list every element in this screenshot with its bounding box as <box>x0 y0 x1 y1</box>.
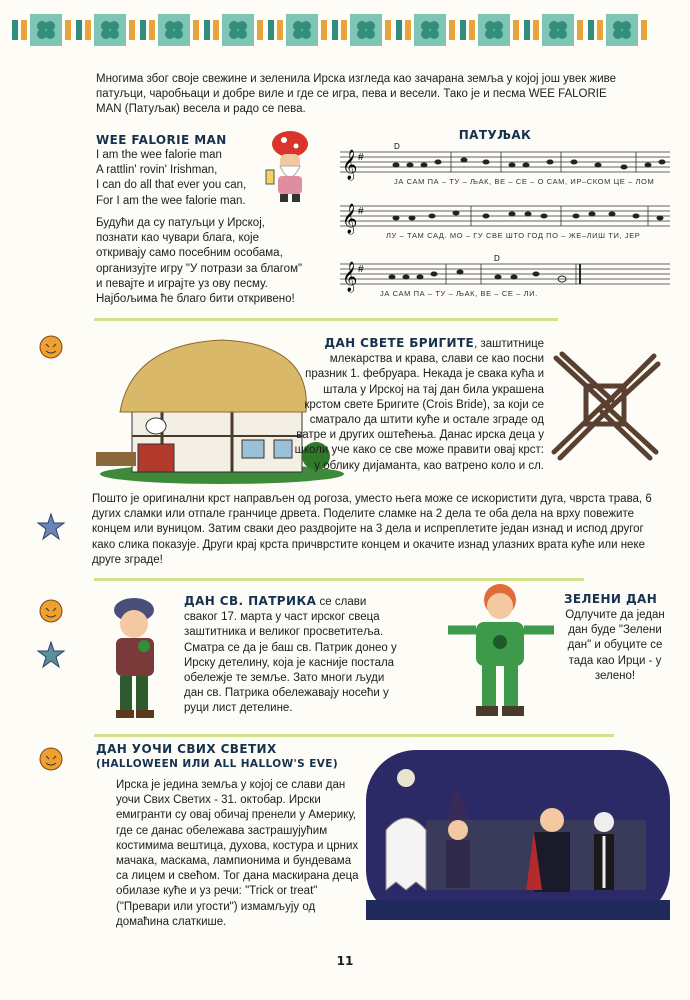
svg-text:𝄞: 𝄞 <box>342 150 358 180</box>
pumpkin-icon <box>36 332 66 362</box>
decorative-border <box>12 8 682 52</box>
section-divider <box>94 318 558 321</box>
patrick-text: се слави сваког 17. марта у част ирског свеца заштитника и великог просветитеља. Сматра се да је баш св. Патрик донео у Ирску детелину, која је касније постала обележје те земље. Зато многи људи дан св. Патрика обележавају носећи у руци лист детелине. <box>184 596 397 715</box>
music-lyrics-3: ЈА САМ ПА – ТУ – ЉАК, ВЕ – СЕ – ЛИ. <box>380 289 538 298</box>
song-title: WEE FALORIE MAN <box>96 133 227 147</box>
song-line: I am the wee falorie man <box>96 149 222 161</box>
svg-text:#: # <box>358 206 364 217</box>
svg-text:#: # <box>358 264 364 275</box>
svg-text:#: # <box>358 152 364 163</box>
music-lyrics-1: ЈА САМ ПА – ТУ – ЉАК, ВЕ – СЕ – О САМ, ИР–СКОМ ЦЕ – ЛОМ <box>394 177 655 186</box>
dwarf-illustration <box>258 126 320 206</box>
patrick-title: ДАН СВ. ПАТРИКА <box>184 594 317 608</box>
green-day-text: Одлучите да један дан буде "Зелени дан" и обуците се тада као Ирци - у зелено! <box>565 609 665 682</box>
svg-text:𝄞: 𝄞 <box>342 204 358 234</box>
chord-label: D <box>494 254 500 263</box>
staff-3 <box>340 254 670 298</box>
brigid-text: , заштитнице млекарства и крава, слави се као посни празник 1. фебруара. Некада је свака кућа и штала у Ирској на тај дан била украшена крстом свете Бригите (Crois Bride), за који се сматрало да штити куће и остале зграде од ватре и других оштећења. Данас ирска деца у школи уче како се све може правити овај крст: у облику дијаманта, као ватрено коло и сл. <box>294 338 544 472</box>
star-hand-icon <box>36 512 66 542</box>
chord-label: D <box>394 142 400 151</box>
svg-text:𝄞: 𝄞 <box>342 262 358 292</box>
halloween-title: ДАН УОЧИ СВИХ СВЕТИХ <box>96 742 277 756</box>
game-paragraph: Будући да су патуљци у Ирској, познати као чувари блага, које откривају само посебним особама, организујте игру "У потрази за благом" и певајте и играјте уз ову песму. Најбољима ће благо бити откривено! <box>96 217 303 306</box>
halloween-paragraph: Ирска је једина земља у којој се слави дан уочи Свих Светих - 31. октобар. Ирски емигранти су овај обичај пренели у Америку, где се данас обележава застрашујућим костимима вештица, духова, костура и црних мачака, маскама, лампионима и бундевама са лицем и свећом. Тог дана маскирана деца обилазе куће и уз речи: "Trick or treat" ("Превари или угости") измамљују од домаћина слаткише. <box>116 779 359 928</box>
music-lyrics-2: ЛУ – ТАМ САД. МО – ГУ СВЕ ШТО ГОД ПО – ЖЕ–ЛИШ ТИ, ЈЕР <box>386 231 641 240</box>
staff-2 <box>340 203 670 240</box>
green-day-title: ЗЕЛЕНИ ДАН <box>564 592 658 606</box>
intro-paragraph: Многима због своје свежине и зеленила Ирска изгледа као зачарана земља у којој још увек живе патуљци, чаробњаци и добре виле и где се игра, пева и весели. Тако је и песма WEE FALORIE MAN (Патуљак) весела и радо се пева. <box>96 73 617 116</box>
boy-with-shamrock-illustration <box>100 592 170 722</box>
pumpkin-icon <box>36 744 66 774</box>
halloween-subtitle: (HALLOWEEN ИЛИ ALL HALLOW'S EVE) <box>96 758 339 770</box>
page-number: 11 <box>336 954 354 968</box>
star-icon <box>36 640 66 670</box>
song-line: I can do all that ever you can, <box>96 179 247 192</box>
music-title: ПАТУЉАК <box>458 128 532 142</box>
brigid-title: ДАН СВЕТЕ БРИГИТЕ <box>324 336 475 350</box>
patrick-paragraph <box>184 594 400 717</box>
song-line: A rattlin' rovin' Irishman, <box>96 164 218 177</box>
brigid-paragraph <box>290 336 544 474</box>
shamrock-border-icon <box>12 8 682 52</box>
staff-1 <box>340 142 670 186</box>
girl-in-green-illustration <box>442 578 560 728</box>
song-line: For I am the wee falorie man. <box>96 194 246 207</box>
brigid-instructions: Пошто је оригинални крст направљен од рогоза, уместо њега може се искористити дуга, чврста трава, 6 дугих сламки или отпале гранчице дрвета. Поделите сламке на 2 дела те оба дела на врху повежите концем или вуницом. Затим сваки део раздвојите на 3 дела и испреплетите један изнад и испод другог како слика показује. Други крај крста причврстите концем и окачите изнад улазних врата куће или неке друге зграде! <box>92 493 652 566</box>
pumpkin-icon <box>36 596 66 626</box>
section-divider <box>94 734 614 737</box>
halloween-kids-illustration <box>366 750 670 920</box>
brigid-cross-illustration <box>546 346 664 464</box>
sheet-music <box>336 140 676 310</box>
